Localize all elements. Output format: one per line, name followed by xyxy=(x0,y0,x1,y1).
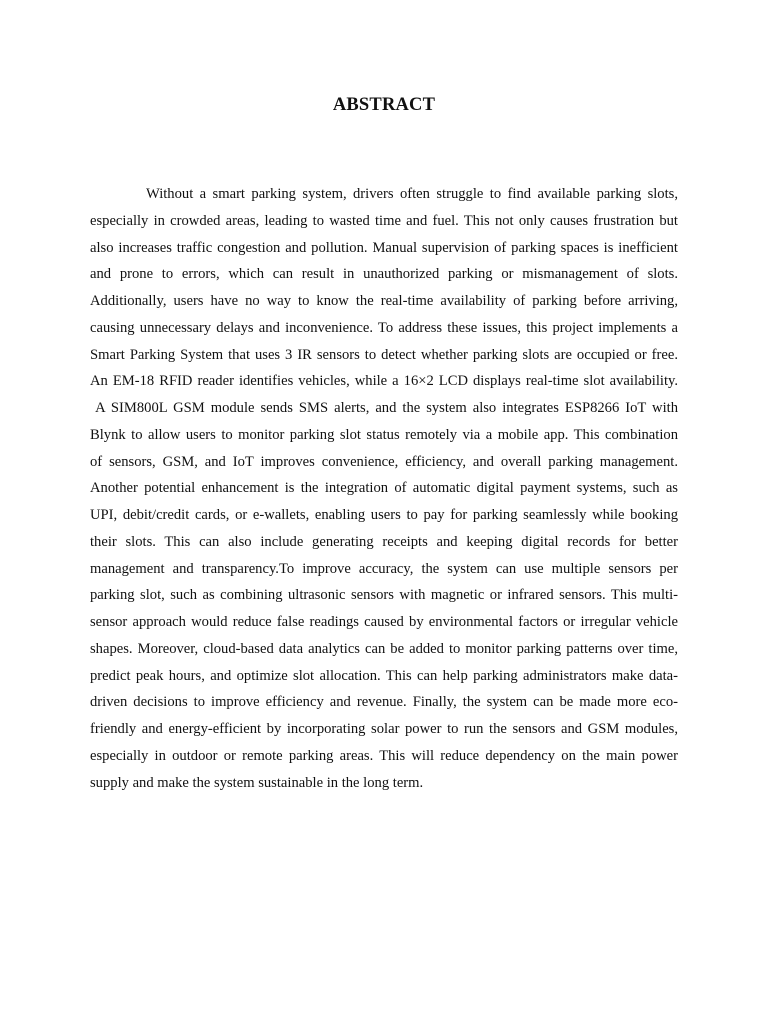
paragraph-line: friendly and energy-efficient by incorporating solar power to run the sensors and GSM modules, xyxy=(90,721,678,737)
paragraph-line: predict peak hours, and optimize slot allocation. This can help parking administrators make data- xyxy=(90,667,678,684)
paragraph-line: Blynk to allow users to monitor parking slot status remotely via a mobile app. This combination xyxy=(90,426,678,443)
abstract-paragraph xyxy=(90,181,678,796)
paragraph-line: A SIM800L GSM module sends SMS alerts, and the system also integrates ESP8266 IoT with xyxy=(90,400,678,416)
paragraph-line: Additionally, users have no way to know the real-time availability of parking before arriving, xyxy=(90,293,678,309)
paragraph-line: of sensors, GSM, and IoT improves convenience, efficiency, and overall parking management. xyxy=(90,453,678,470)
paragraph-line: sensor approach would reduce false readings caused by environmental factors or irregular vehicle xyxy=(90,614,678,630)
paragraph-line: also increases traffic congestion and pollution. Manual supervision of parking spaces is inefficient xyxy=(90,239,678,256)
paragraph-line: Smart Parking System that uses 3 IR sensors to detect whether parking slots are occupied or free. xyxy=(90,346,678,363)
paragraph-line: shapes. Moreover, cloud-based data analytics can be added to monitor parking patterns over time, xyxy=(90,640,678,657)
paragraph-line: causing unnecessary delays and inconvenience. To address these issues, this project implements a xyxy=(90,319,678,336)
paragraph-line: UPI, debit/credit cards, or e-wallets, enabling users to pay for parking seamlessly while booking xyxy=(90,507,678,523)
paragraph-line: management and transparency.To improve accuracy, the system can use multiple sensors per xyxy=(90,560,678,577)
paragraph-line: parking slot, such as combining ultrasonic sensors with magnetic or infrared sensors. This multi- xyxy=(90,587,678,604)
paragraph-line: Another potential enhancement is the integration of automatic digital payment systems, such as xyxy=(90,480,678,497)
paragraph-line: and prone to errors, which can result in unauthorized parking or mismanagement of slots. xyxy=(90,266,678,283)
paragraph-line: driven decisions to improve efficiency and revenue. Finally, the system can be made more eco- xyxy=(90,694,678,711)
paragraph-line: their slots. This can also include generating receipts and keeping digital records for better xyxy=(90,533,678,550)
paragraph-line: especially in crowded areas, leading to wasted time and fuel. This not only causes frustration but xyxy=(90,212,678,229)
paragraph-line: Without a smart parking system, drivers often struggle to find available parking slots, xyxy=(146,186,678,202)
paragraph-line: especially in outdoor or remote parking areas. This will reduce dependency on the main power xyxy=(90,747,678,764)
page-title: ABSTRACT xyxy=(332,95,436,115)
paragraph-line: An EM-18 RFID reader identifies vehicles, while a 16×2 LCD displays real-time slot availability. xyxy=(90,373,678,390)
paragraph-line: supply and make the system sustainable in the long term. xyxy=(90,774,424,791)
